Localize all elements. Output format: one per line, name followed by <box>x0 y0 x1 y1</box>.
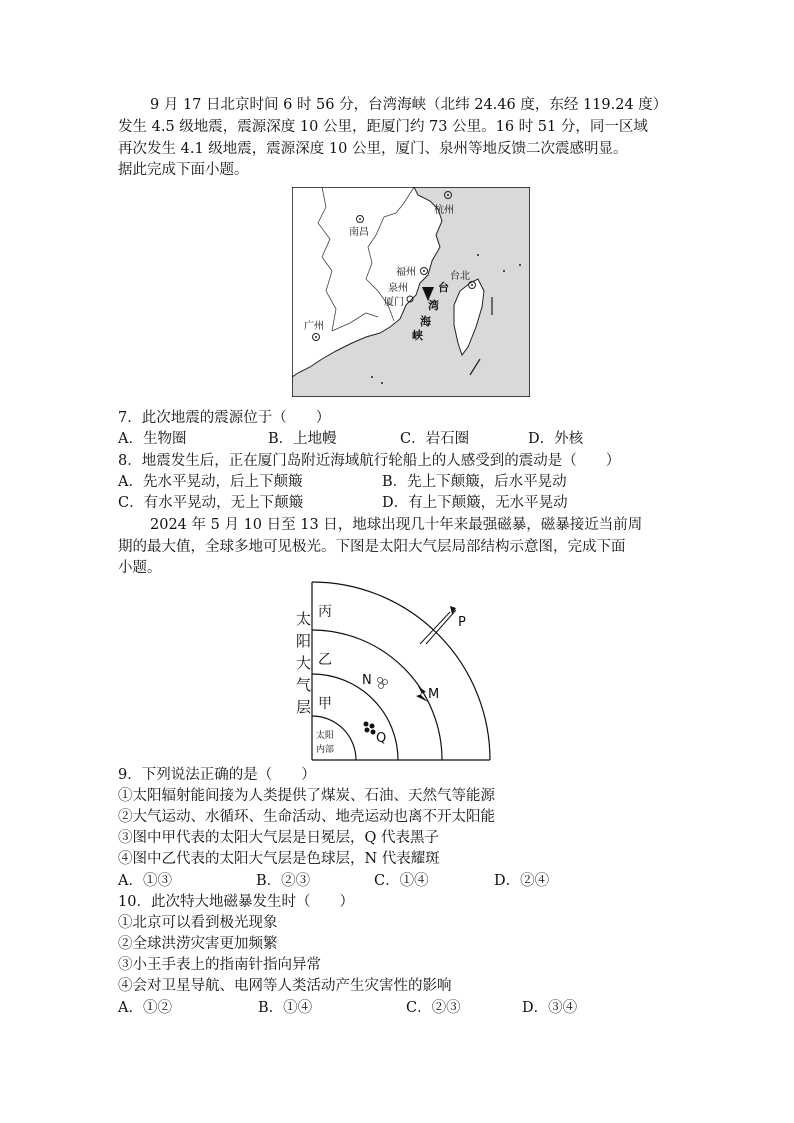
q7-option-d[interactable]: D．外核 <box>528 431 584 447</box>
q8-stem: 8．地震发生后，正在厦门岛附近海域航行轮船上的人感受到的震动是（ ） <box>118 453 621 469</box>
q9-item-1: ①太阳辐射能间接为人类提供了煤炭、石油、天然气等能源 <box>118 788 495 804</box>
q8-option-b[interactable]: B．先上下颠簸，后水平晃动 <box>382 474 567 490</box>
q9-item-3: ③图中甲代表的太阳大气层是日冕层，Q 代表黑子 <box>118 830 439 846</box>
vertical-char-2: 阳 <box>296 632 312 650</box>
solar-atmosphere-diagram <box>300 578 500 764</box>
city-nanchang: 南昌 <box>349 227 369 238</box>
city-fuzhou: 福州 <box>396 267 416 278</box>
vertical-char-1: 太 <box>296 610 312 628</box>
q8-options-row1 <box>118 472 678 493</box>
passage1-line4: 据此完成下面小题。 <box>118 162 249 178</box>
q9-item-2: ②大气运动、水循环、生命活动、地壳运动也离不开太阳能 <box>118 809 495 825</box>
core-label-1: 太阳 <box>316 731 335 741</box>
q10-stem: 10．此次特大地磁暴发生时（ ） <box>118 894 354 910</box>
layer-jia: 甲 <box>318 696 332 712</box>
layer-yi: 乙 <box>318 652 332 668</box>
q10-option-a[interactable]: A．①② <box>118 1000 172 1016</box>
vertical-char-3: 大 <box>296 654 312 672</box>
q8-option-c[interactable]: C．有水平晃动，无上下颠簸 <box>118 495 304 511</box>
passage2-line2: 期的最大值，全球多地可见极光。下图是太阳大气层局部结构示意图，完成下面 <box>118 539 626 555</box>
outer-arc <box>312 582 490 760</box>
q9-option-a[interactable]: A．①③ <box>118 873 172 889</box>
core-label-2: 内部 <box>316 745 335 755</box>
city-taipei: 台北 <box>450 271 470 282</box>
marker-q: Q <box>376 731 387 746</box>
q9-option-c[interactable]: C．①④ <box>374 873 429 889</box>
q10-item-3: ③小王手表上的指南针指向异常 <box>118 957 321 973</box>
q8-options-row2 <box>118 493 678 514</box>
q10-item-1: ①北京可以看到极光现象 <box>118 915 278 931</box>
q7-option-a[interactable]: A．生物圈 <box>118 431 187 447</box>
marker-m: M <box>428 687 440 702</box>
q7-stem: 7．此次地震的震源位于（ ） <box>118 410 331 426</box>
passage1-line1: 9 月 17 日北京时间 6 时 56 分，台湾海峡（北纬 24.46 度，东经 119.24 度） <box>150 97 668 113</box>
passage2-line3: 小题。 <box>118 560 162 576</box>
q10-item-4: ④会对卫星导航、电网等人类活动产生灾害性的影响 <box>118 978 452 994</box>
q10-option-d[interactable]: D．③④ <box>522 1000 578 1016</box>
flare-m-icon <box>416 686 428 702</box>
city-xiamen: 厦门 <box>384 297 404 308</box>
q8-option-d[interactable]: D．有上下颠簸，无水平晃动 <box>382 495 568 511</box>
vertical-char-5: 层 <box>296 698 312 716</box>
q9-option-d[interactable]: D．②④ <box>494 873 550 889</box>
passage2-line1: 2024 年 5 月 10 日至 13 日，地球出现几十年来最强磁暴，磁暴接近当前周 <box>150 517 643 533</box>
city-guangzhou: 广州 <box>304 321 324 332</box>
q7-option-c[interactable]: C．岩石圈 <box>400 431 470 447</box>
q10-option-b[interactable]: B．①④ <box>258 1000 313 1016</box>
strait-char-1: 台 <box>438 281 449 294</box>
q9-stem: 9．下列说法正确的是（ ） <box>118 767 316 783</box>
city-hangzhou: 杭州 <box>434 205 454 216</box>
passage1-line3: 再次发生 4.1 级地震，震源深度 10 公里，厦门、泉州等地反馈二次震感明显。 <box>118 141 628 157</box>
strait-char-2: 湾 <box>428 299 439 312</box>
layer-bing: 丙 <box>318 604 332 620</box>
q10-option-c[interactable]: C．②③ <box>406 1000 461 1016</box>
city-quanzhou: 泉州 <box>388 283 408 294</box>
q7-options <box>118 429 678 450</box>
q9-option-b[interactable]: B．②③ <box>256 873 311 889</box>
q7-option-b[interactable]: B．上地幔 <box>268 431 337 447</box>
q10-item-2: ②全球洪涝灾害更加频繁 <box>118 936 278 952</box>
marker-n: N <box>362 673 372 688</box>
q8-option-a[interactable]: A．先水平晃动，后上下颠簸 <box>118 474 303 490</box>
strait-char-3: 海 <box>420 315 431 328</box>
q10-options <box>118 998 678 1019</box>
strait-char-4: 峡 <box>412 329 423 342</box>
taiwan-strait-map <box>292 187 530 397</box>
q9-item-4: ④图中乙代表的太阳大气层是色球层，N 代表耀斑 <box>118 851 440 867</box>
passage1-line2: 发生 4.5 级地震，震源深度 10 公里，距厦门约 73 公里。16 时 51 分，同一区域 <box>118 119 648 135</box>
q9-options <box>118 871 678 892</box>
marker-p: P <box>458 615 466 630</box>
vertical-char-4: 气 <box>296 676 312 694</box>
